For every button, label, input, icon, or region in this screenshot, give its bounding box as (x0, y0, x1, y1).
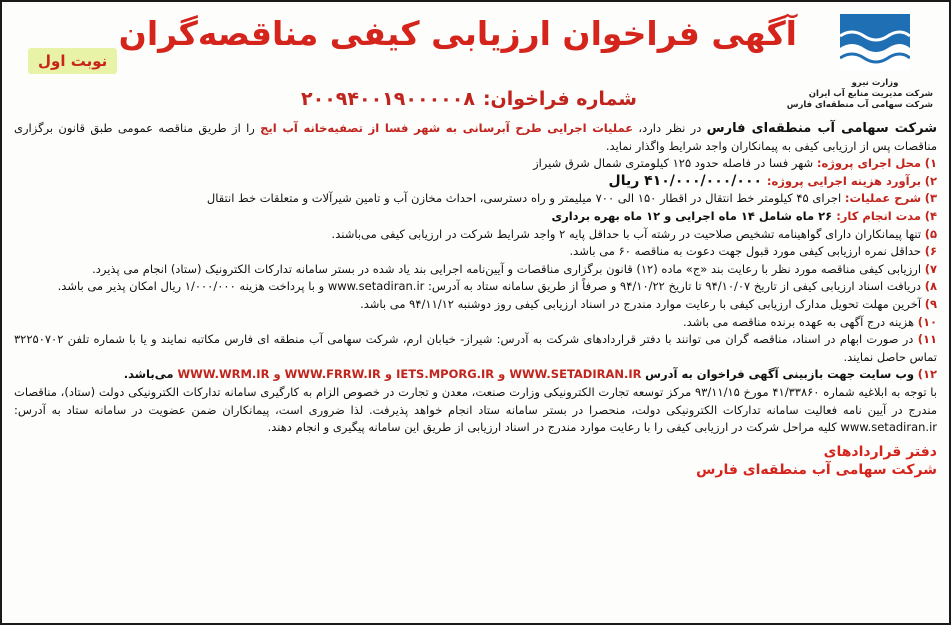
list-item (14, 155, 937, 173)
item-number: ۸) (924, 279, 937, 294)
item-text: شهر فسا در فاصله حدود ۱۲۵ کیلومتری شمال شرق شیراز (533, 156, 817, 171)
item-number: ۵) (924, 226, 937, 241)
list-item (14, 296, 937, 314)
item-label: وب سایت جهت بازبینی آگهی فراخوان به آدرس (645, 367, 915, 382)
list-item-websites (14, 366, 937, 384)
item-label: شرح عملیات: (844, 191, 922, 206)
logo-line-company: شرکت مدیریت منابع آب ایران (808, 89, 933, 99)
item-number: ۶) (924, 244, 937, 259)
website-links[interactable]: WWW.WRM.IR و WWW.FRRW.IR و IETS.MPORG.IR و WWW.SETADIRAN.IR (177, 367, 642, 382)
issue-badge: نوبت اول (28, 48, 117, 74)
notice-body (14, 120, 937, 479)
item-number: ۱۰) (917, 314, 937, 329)
signature (14, 443, 937, 479)
company-logo (786, 14, 933, 111)
item-text: ۲۶ ماه شامل ۱۴ ماه اجرایی و ۱۲ ماه بهره برداری (551, 208, 837, 223)
list-item (14, 243, 937, 261)
footer-paragraph: با توجه به ابلاغیه شماره ۴۱/۳۳۸۶۰ مورخ ۹۳/۱۱/۱۵ مرکز توسعه تجارت الکترونیکی وزارت صنعت، معدن و تجارت در خصوص الزام به کارگیری سامانه تدارکات الکترونیکی دولت (ستاد)، مناقصات مندرج در آیین نامه فعالیت سامانه تدارکات الکترونیکی دولت، منحصرا در بستر سامانه ستاد انجام خواهد پذیرفت. لذا ضروری است، پیمانکاران ضمن عضویت در سامانه ستاد به آدرس: www.setadiran.ir کلیه مراحل شرکت در ارزیابی کیفی را با رعایت موارد مندرج در اسناد ارزیابی از طریق این سامانه پیگیری و انجام دهند. (14, 384, 937, 435)
intro-text-1: در نظر دارد، (633, 121, 707, 135)
item-text: دریافت اسناد ارزیابی کیفی از تاریخ ۹۴/۱۰/۰۷ تا تاریخ ۹۴/۱۰/۲۲ و صرفاً از طریق سامانه ستاد به آدرس: www.setadiran.ir و با پرداخت هزینه ۱/۰۰۰/۰۰۰ ریال امکان پذیر می باشد. (57, 279, 922, 294)
item-text: در صورت ابهام در اسناد، مناقصه گران می توانند با دفتر قراردادهای شرکت به آدرس: شیراز- خیابان ارم، شرکت سهامی آب منطقه ای فارس مکاتبه نمایند و یا با شماره تلفن ۳۲۲۵۰۷۰۲ تماس حاصل نمایند. (14, 332, 937, 364)
item-number: ۱۲) (917, 367, 937, 382)
list-item (14, 173, 937, 191)
signature-line-2: شرکت سهامی آب منطقه‌ای فارس (696, 461, 937, 478)
item-text: اجرای ۴۵ کیلومتر خط انتقال در اقطار ۱۵۰ الی ۷۰۰ میلیمتر و راه دسترسی، احداث مخازن آب و تامین شیرآلات و متعلقات خط انتقال (206, 191, 845, 206)
list-item (14, 261, 937, 279)
item-number: ۳) (924, 191, 937, 206)
notice-header (14, 8, 937, 120)
item-label: محل اجرای پروژه: (816, 156, 922, 171)
list-item (14, 331, 937, 366)
item-label: مدت انجام کار: (836, 208, 922, 223)
list-item (14, 314, 937, 332)
list-item (14, 226, 937, 244)
signature-line-1: دفتر قراردادهای (823, 443, 937, 460)
item-label: برآورد هزینه اجرایی پروژه: (766, 173, 922, 188)
call-number-label: شماره فراخوان: (482, 88, 637, 110)
water-waves-icon (840, 14, 910, 70)
item-text: تنها پیمانکاران دارای گواهینامه تشخیص صلاحیت در رشته آب با حداقل پایه ۲ واجد شرایط شرکت در ارزیابی کیفی می‌باشند. (331, 226, 922, 241)
intro-paragraph (14, 120, 937, 155)
item-number: ۱۱) (917, 332, 937, 347)
project-name: عملیات اجرایی طرح آبرسانی به شهر فسا از تصفیه‌خانه آب ایج (260, 121, 634, 135)
logo-line-regional: شرکت سهامی آب منطقه‌ای فارس (786, 100, 933, 110)
item-text: ارزیابی کیفی مناقصه مورد نظر با رعایت بند «ج» ماده (۱۲) قانون برگزاری مناقصات و آیین‌نامه اجرایی بند یاد شده در بستر سامانه تدارکات الکترونیک (ستاد) انجام می پذیرد. (92, 261, 922, 276)
list-item (14, 278, 937, 296)
item-text: ۴۱۰/۰۰۰/۰۰۰/۰۰۰ ریال (608, 172, 767, 189)
item-number: ۷) (924, 261, 937, 276)
list-item (14, 190, 937, 208)
item-number: ۹) (924, 296, 937, 311)
item-text: آخرین مهلت تحویل مدارک ارزیابی کیفی با رعایت موارد مندرج در اسناد ارزیابی کیفی روز دوشنبه ۹۴/۱۱/۱۲ می باشد. (360, 296, 922, 311)
list-item (14, 208, 937, 226)
intro-text-2: را از طریق مناقصه عمومی طبق قانون برگزاری مناقصات پس از ارزیابی کیفی به پیمانکاران واجد شرایط واگذار نماید. (14, 121, 937, 153)
logo-line-ministry: وزارت نیرو (851, 78, 899, 88)
company-name: شرکت سهامی آب منطقه‌ای فارس (706, 121, 937, 136)
item-number: ۴) (924, 208, 937, 223)
item-text: حداقل نمره ارزیابی کیفی مورد قبول جهت دعوت به مناقصه ۶۰ می باشد. (569, 244, 922, 259)
item-text: هزینه درج آگهی به عهده برنده مناقصه می باشد. (682, 314, 915, 329)
notice-title: آگهی فراخوان ارزیابی کیفی مناقصه‌گران (118, 14, 797, 53)
item-number: ۲) (924, 173, 937, 188)
item-number: ۱) (924, 156, 937, 171)
call-number (301, 88, 637, 110)
item-text: می‌باشد. (123, 367, 178, 382)
call-number-value: ۲۰۰۹۴۰۰۱۹۰۰۰۰۰۸ (301, 88, 475, 110)
